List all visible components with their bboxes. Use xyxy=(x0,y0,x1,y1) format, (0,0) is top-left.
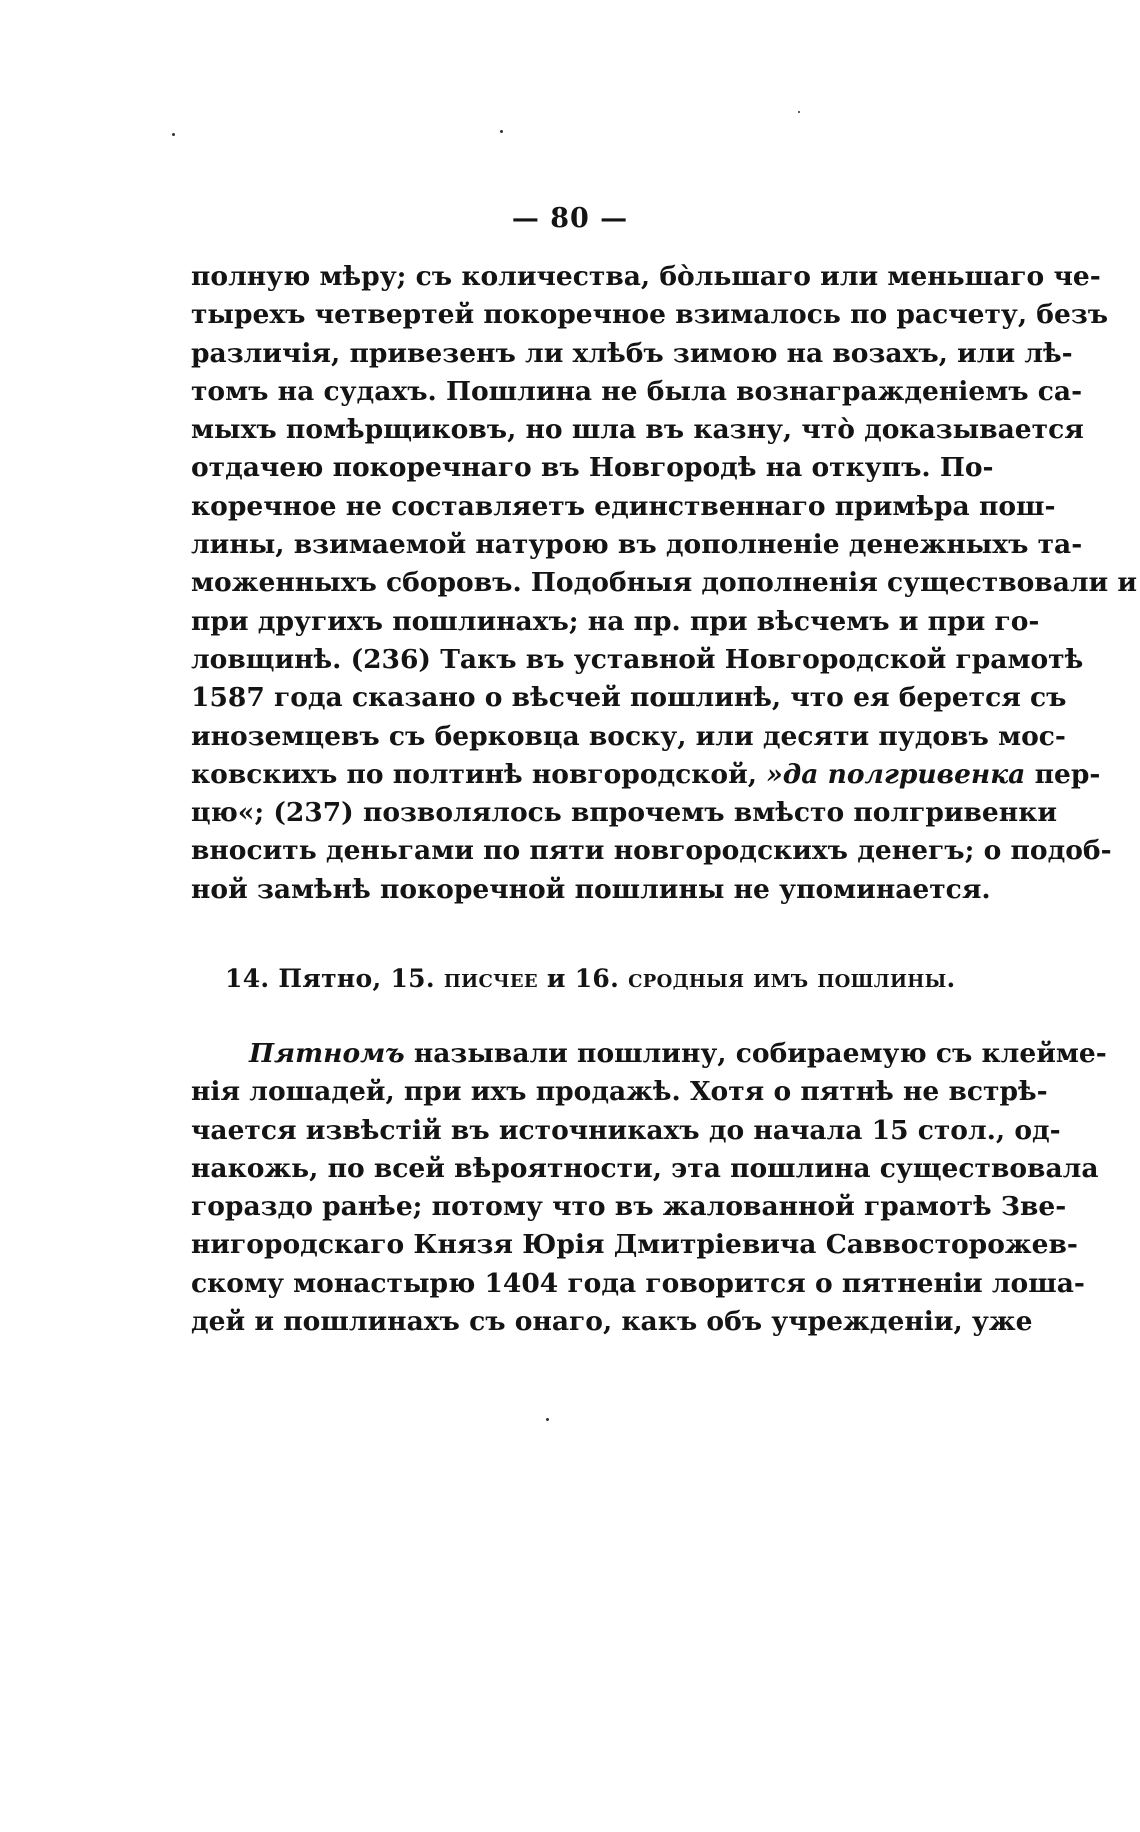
text-line: томъ на судахъ. Пошлина не была вознагражденіемъ са- xyxy=(191,375,1083,407)
section-heading xyxy=(225,964,956,993)
paragraph-pyatno xyxy=(191,1035,1107,1341)
text-line: различія, привезенъ ли хлѣбъ зимою на возахъ, или лѣ- xyxy=(191,337,1073,369)
text-line: тырехъ четвертей покоречное взималось по расчету, безъ xyxy=(191,299,1109,331)
heading-word: писчее xyxy=(443,964,538,993)
text-line: ловщинѣ. (236) Такъ въ уставной Новгородской грамотѣ xyxy=(191,643,1084,675)
heading-number: 14. xyxy=(225,964,279,993)
text-line: нигородскаго Князя Юрія Дмитріевича Саввосторожев- xyxy=(191,1229,1078,1261)
text-line: вносить деньгами по пяти новгородскихъ денегъ; о подоб- xyxy=(191,835,1112,867)
text-segment: называли пошлину, собираемую съ клейме- xyxy=(413,1038,1107,1069)
text-line: накожь, по всей вѣроятности, эта пошлина существовала xyxy=(191,1152,1099,1184)
text-line: цю«; (237) позволялось впрочемъ вмѣсто полгривенки xyxy=(191,797,1057,829)
text-line: полную мѣру; съ количества, бо̀льшаго или меньшаго че- xyxy=(191,261,1101,292)
scan-speck xyxy=(546,1418,549,1421)
text-line: 1587 года сказано о вѣсчей пошлинѣ, что ея берется съ xyxy=(191,682,1067,714)
text-line: гораздо ранѣе; потому что въ жалованной грамотѣ Зве- xyxy=(191,1191,1067,1223)
text-line: чается извѣстій въ источникахъ до начала 15 стол., од- xyxy=(191,1114,1061,1146)
italic-term: Пятномъ xyxy=(249,1038,405,1069)
text-line: отдачею покоречнаго въ Новгородѣ на откупъ. По- xyxy=(191,452,994,484)
text-line: скому монастырю 1404 года говорится о пятненіи лоша- xyxy=(191,1267,1085,1299)
text-line: нія лошадей, при ихъ продажѣ. Хотя о пятнѣ не встрѣ- xyxy=(191,1076,1048,1108)
text-line: мыхъ помѣрщиковъ, но шла въ казну, что̀ доказывается xyxy=(191,414,1084,446)
scan-speck xyxy=(500,130,503,133)
scan-speck xyxy=(798,111,800,113)
text-line: коречное не составляетъ единственнаго примѣра пош- xyxy=(191,490,1056,522)
text-segment: ковскихъ по полтинѣ новгородской, xyxy=(191,758,757,790)
text-line: иноземцевъ съ берковца воску, или десяти пудовъ мос- xyxy=(191,720,1066,752)
text-line xyxy=(191,756,1101,794)
heading-number: , 15. xyxy=(372,964,444,993)
text-line xyxy=(191,1035,1107,1073)
text-line: ной замѣнѣ покоречной пошлины не упоминается. xyxy=(191,873,991,905)
page-number: — 80 — xyxy=(511,203,629,234)
heading-number: и 16. xyxy=(537,964,629,993)
text-line: при другихъ пошлинахъ; на пр. при вѣсчемъ и при го- xyxy=(191,605,1040,637)
text-segment: пер- xyxy=(1034,758,1101,790)
heading-word: Пятно xyxy=(278,964,373,993)
scan-speck xyxy=(172,133,175,136)
text-line: дей и пошлинахъ съ онаго, какъ объ учрежденіи, уже xyxy=(191,1306,1033,1338)
italic-quote: »да полгривенка xyxy=(766,758,1026,790)
text-line: моженныхъ сборовъ. Подобныя дополненія существовали и xyxy=(191,567,1138,599)
heading-word: сродныя имъ пошлины. xyxy=(628,964,956,993)
paragraph-continued xyxy=(191,258,1138,909)
text-line: лины, взимаемой натурою въ дополненіе денежныхъ та- xyxy=(191,529,1083,561)
